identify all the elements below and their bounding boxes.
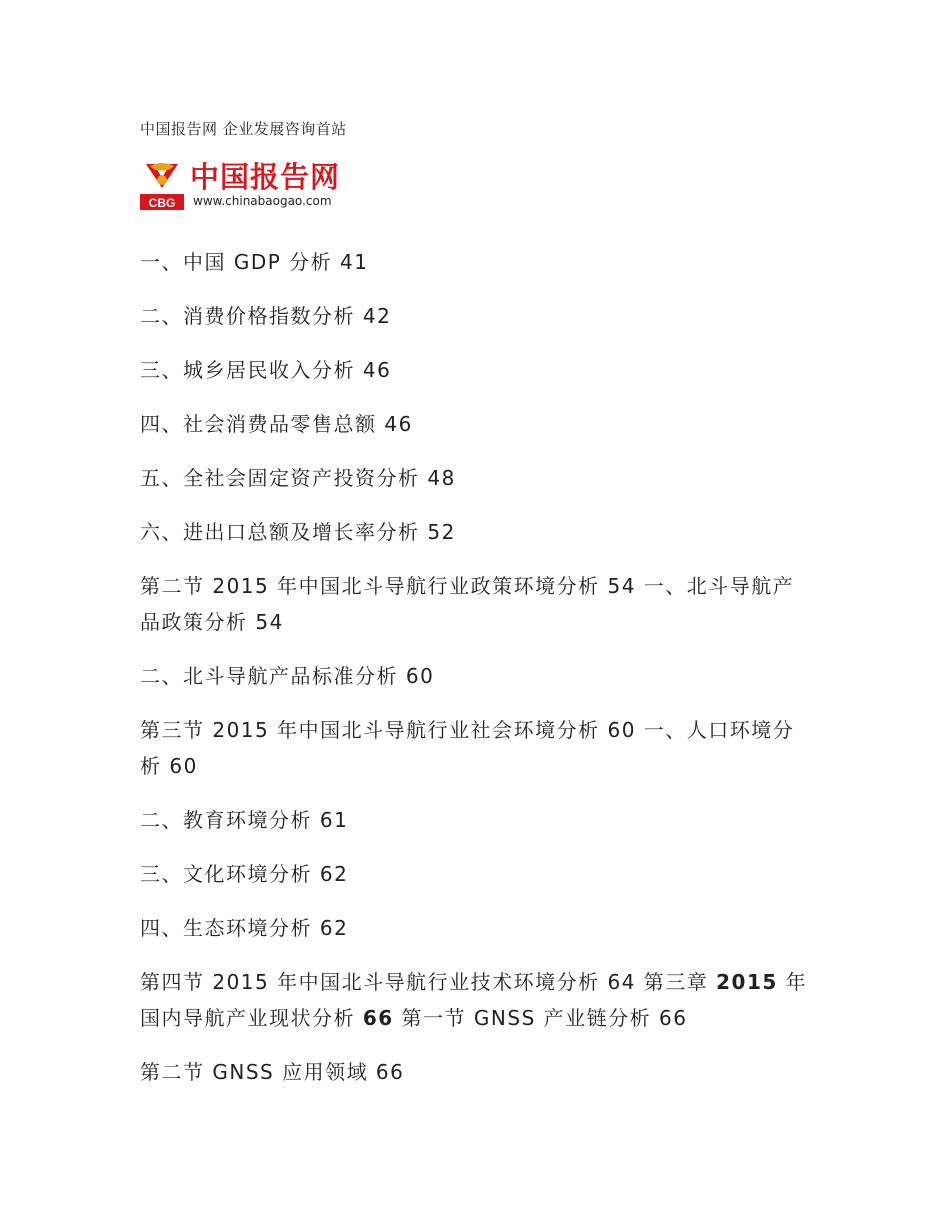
- toc-item: 四、生态环境分析 62: [140, 916, 349, 940]
- logo-url: www.chinabaogao.com: [193, 194, 332, 208]
- toc-item: 三、文化环境分析 62: [140, 862, 349, 886]
- site-tagline: 中国报告网 企业发展咨询首站: [140, 120, 347, 138]
- toc-item: 第二节 GNSS 应用领域 66: [140, 1060, 405, 1084]
- table-of-contents: [140, 244, 810, 1108]
- toc-bold-page: 66: [362, 1006, 394, 1030]
- toc-item: 六、进出口总额及增长率分析 52: [140, 520, 456, 544]
- toc-item: 二、教育环境分析 61: [140, 808, 349, 832]
- toc-item-mixed: [140, 964, 810, 1036]
- toc-item: 三、城乡居民收入分析 46: [140, 358, 392, 382]
- toc-text: 第四节 2015 年中国北斗导航行业技术环境分析 64 第三章: [140, 970, 717, 994]
- toc-item: 五、全社会固定资产投资分析 48: [140, 466, 456, 490]
- toc-item: 第三节 2015 年中国北斗导航行业社会环境分析 60 一、人口环境分析 60: [140, 718, 795, 778]
- emblem-text: CBG: [148, 196, 176, 210]
- toc-item: 二、消费价格指数分析 42: [140, 304, 392, 328]
- toc-bold-year: 2015: [716, 970, 778, 994]
- toc-item: 四、社会消费品零售总额 46: [140, 412, 413, 436]
- site-logo: [140, 158, 340, 214]
- cbg-emblem-icon: [140, 158, 184, 212]
- logo-title: 中国报告网: [190, 160, 341, 194]
- toc-text: 第一节 GNSS 产业链分析 66: [393, 1006, 688, 1030]
- toc-item: 二、北斗导航产品标准分析 60: [140, 664, 435, 688]
- toc-item: 一、中国 GDP 分析 41: [140, 250, 369, 274]
- toc-text: 年国内导航产业现状分析: [140, 970, 808, 1030]
- toc-item: 第二节 2015 年中国北斗导航行业政策环境分析 54 一、北斗导航产品政策分析 54: [140, 574, 795, 634]
